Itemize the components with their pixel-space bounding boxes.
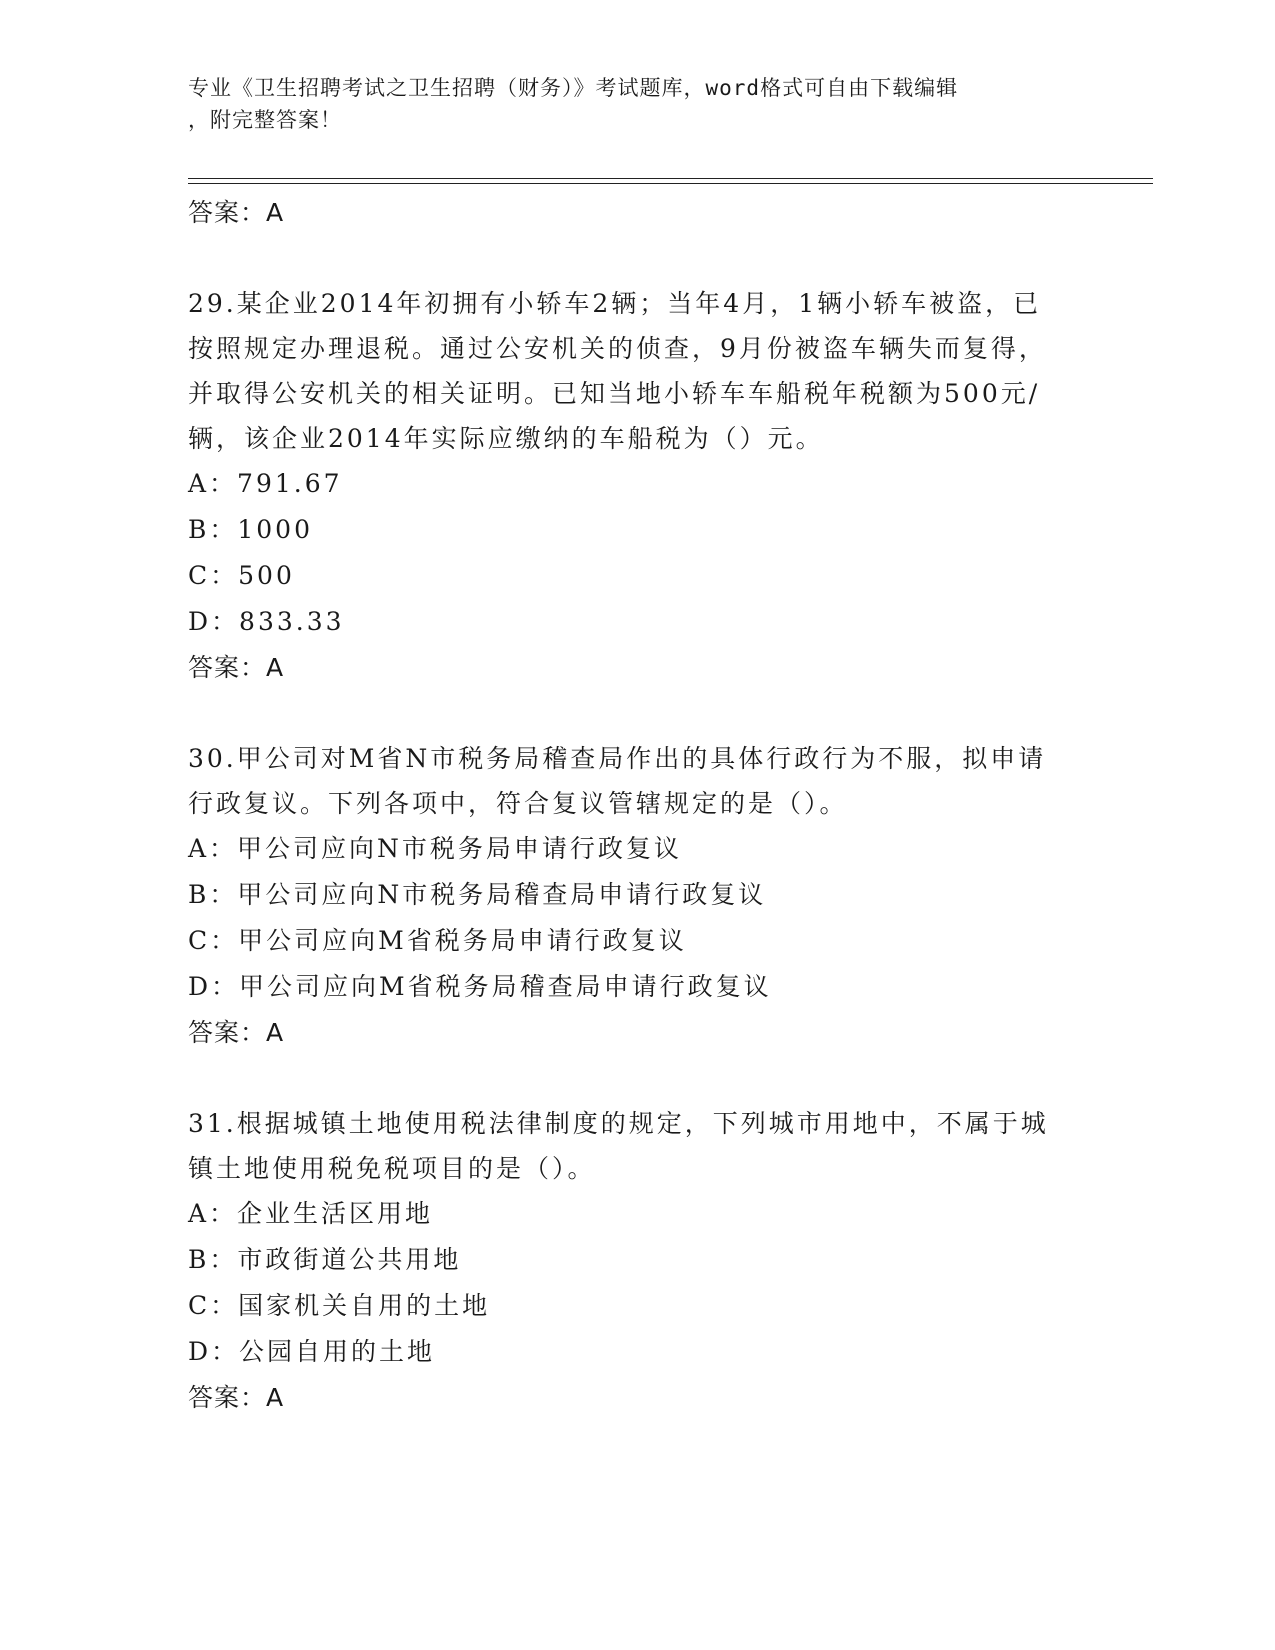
option-a: A：甲公司应向N市税务局申请行政复议: [188, 834, 682, 863]
question-text-line: 镇土地使用税免税项目的是（）。: [188, 1154, 596, 1183]
option-b: B：市政街道公共用地: [188, 1245, 462, 1274]
question-30: [188, 736, 1088, 1056]
question-text-line: 29.某企业2014年初拥有小轿车2辆；当年4月，1辆小轿车被盗，已: [188, 289, 1042, 318]
option-c: C：甲公司应向M省税务局申请行政复议: [188, 926, 687, 955]
option-d: D：甲公司应向M省税务局稽查局申请行政复议: [188, 972, 772, 1001]
header-rule-bottom: [188, 183, 1153, 184]
header-line-2: ，附完整答案！: [188, 108, 342, 132]
option-d: D：公园自用的土地: [188, 1337, 436, 1366]
question-29: [188, 281, 1088, 691]
option-a: A：791.67: [188, 469, 343, 498]
question-text-line: 行政复议。下列各项中，符合复议管辖规定的是（）。: [188, 789, 848, 818]
option-b: B：1000: [188, 515, 313, 544]
option-d: D：833.33: [188, 607, 345, 636]
answer-value: A: [266, 198, 285, 227]
option-c: C：500: [188, 561, 295, 590]
answer-value: A: [266, 653, 285, 682]
question-text-line: 并取得公安机关的相关证明。已知当地小轿车车船税年税额为500元/: [188, 379, 1041, 408]
question-text-line: 按照规定办理退税。通过公安机关的侦查，9月份被盗车辆失而复得，: [188, 334, 1047, 363]
answer-label: 答案：: [188, 1383, 267, 1412]
question-text-line: 辆，该企业2014年实际应缴纳的车船税为（）元。: [188, 424, 824, 453]
answer-value: A: [266, 1018, 285, 1047]
question-31: [188, 1101, 1088, 1421]
answer-label: 答案：: [188, 198, 267, 227]
answer-line: [188, 1375, 1088, 1421]
option-c: C：国家机关自用的土地: [188, 1291, 491, 1320]
header-rule-top: [188, 178, 1153, 179]
answer-line: [188, 190, 1088, 236]
question-text-line: 30.甲公司对M省N市税务局稽查局作出的具体行政行为不服，拟申请: [188, 744, 1047, 773]
answer-value: A: [266, 1383, 285, 1412]
answer-label: 答案：: [188, 653, 267, 682]
question-list: [188, 190, 1088, 1421]
option-a: A：企业生活区用地: [188, 1199, 434, 1228]
answer-label: 答案：: [188, 1018, 267, 1047]
answer-line: [188, 1010, 1088, 1056]
page-header: [188, 72, 1068, 136]
question-text-line: 31.根据城镇土地使用税法律制度的规定，下列城市用地中，不属于城: [188, 1109, 1049, 1138]
option-b: B：甲公司应向N市税务局稽查局申请行政复议: [188, 880, 767, 909]
answer-line: [188, 645, 1088, 691]
header-line-1: 专业《卫生招聘考试之卫生招聘（财务）》考试题库，word格式可自由下载编辑: [188, 76, 959, 100]
